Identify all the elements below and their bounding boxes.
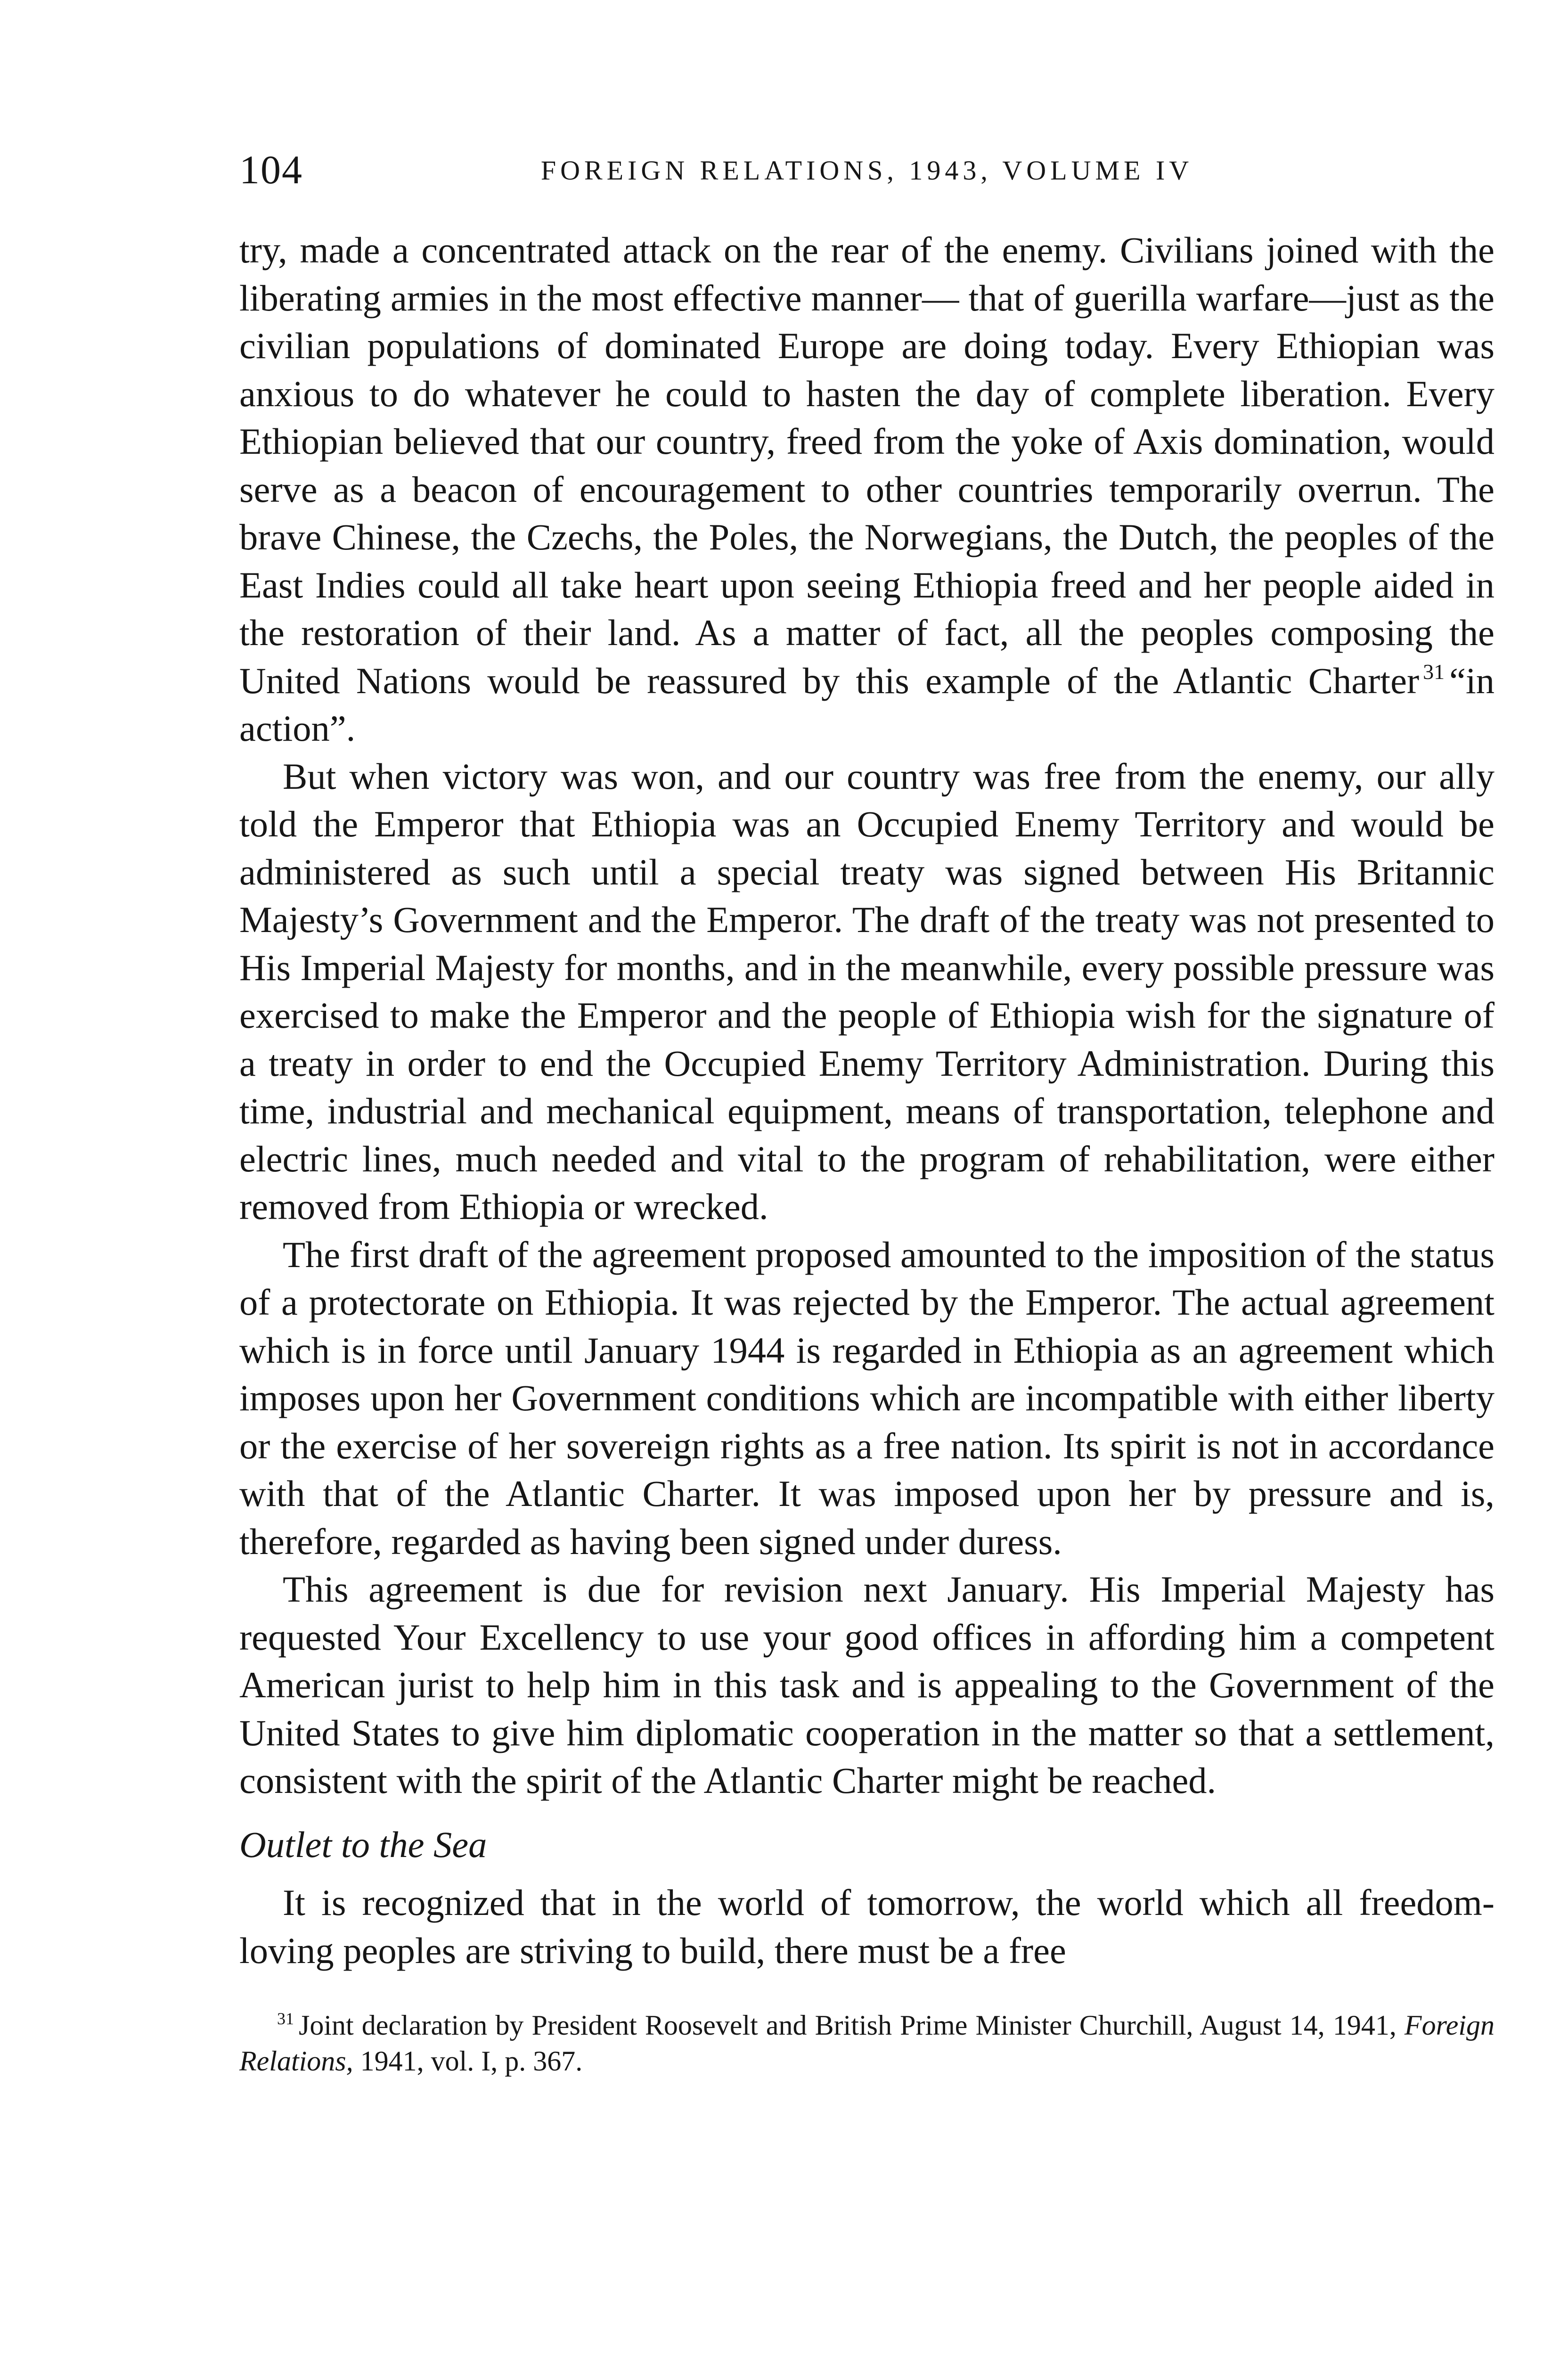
- paragraph-text: try, made a concentrated attack on the rear of the enemy. Civilians joined with the liberating armies in the most effective manner— that of guerilla warfare—just as the civilian populations of dominated Europe are doing today. Every Ethiopian was anxious to do whatever he could to hasten the day of complete liberation. Every Ethiopian believed that our country, freed from the yoke of Axis domination, would serve as a beacon of encouragement to other countries temporarily overrun. The brave Chinese, the Czechs, the Poles, the Norwegians, the Dutch, the peoples of the East Indies could all take heart upon seeing Ethiopia freed and her people aided in the restoration of their land. As a matter of fact, all the peoples composing the United Nations would be reassured by this example of the Atlantic Charter: [239, 229, 1494, 701]
- section-subheading: Outlet to the Sea: [239, 1824, 487, 1865]
- body-text: [239, 226, 1494, 1974]
- footnote-citation-title: Foreign Relations,: [239, 2010, 1494, 2077]
- document-page: [239, 146, 1494, 2079]
- footnote-text: 1941, vol. I, p. 367.: [360, 2045, 583, 2077]
- paragraph: It is recognized that in the world of tomorrow, the world which all freedom-loving peoples are striving to build, there must be a free: [239, 1882, 1494, 1971]
- page-number: 104: [239, 147, 303, 192]
- paragraph-text: “in action”.: [239, 660, 1494, 749]
- footnote-text: Joint declaration by President Roosevelt and British Prime Minister Churchill, August 14, 1941,: [299, 2010, 1396, 2041]
- running-title: FOREIGN RELATIONS, 1943, VOLUME IV: [540, 155, 1193, 186]
- paragraph: The first draft of the agreement proposed amounted to the imposition of the status of a protectorate on Ethiopia. It was rejected by the Emperor. The actual agreement which is in force until January 1944 is regarded in Ethiopia as an agreement which imposes upon her Government conditions which are incompatible with either liberty or the exercise of her sovereign rights as a free nation. Its spirit is not in accordance with that of the Atlantic Charter. It was imposed upon her by pressure and is, therefore, regarded as having been signed under duress.: [239, 1234, 1494, 1562]
- footnote: [239, 2007, 1494, 2079]
- running-header: [239, 146, 1494, 198]
- paragraph-continued: [239, 226, 1494, 753]
- footnotes: [239, 2007, 1494, 2079]
- paragraph: This agreement is due for revision next January. His Imperial Majesty has requested Your Excellency to use your good offices in affording him a competent American jurist to help him in this task and is appealing to the Government of the United States to give him diplomatic cooperation in the matter so that a settlement, consistent with the spirit of the Atlantic Charter might be reached.: [239, 1569, 1494, 1801]
- footnote-reference: 31: [1423, 659, 1445, 684]
- footnote-marker: 31: [277, 2009, 294, 2028]
- paragraph: But when victory was won, and our country was free from the enemy, our ally told the Emperor that Ethiopia was an Occupied Enemy Territory and would be administered as such until a special treaty was signed between His Britannic Majesty’s Government and the Emperor. The draft of the treaty was not presented to His Imperial Majesty for months, and in the meanwhile, every possible pressure was exercised to make the Emperor and the people of Ethiopia wish for the signature of a treaty in order to end the Occupied Enemy Territory Administration. During this time, industrial and mechanical equipment, means of transportation, telephone and electric lines, much needed and vital to the program of rehabilitation, were either removed from Ethiopia or wrecked.: [239, 755, 1494, 1227]
